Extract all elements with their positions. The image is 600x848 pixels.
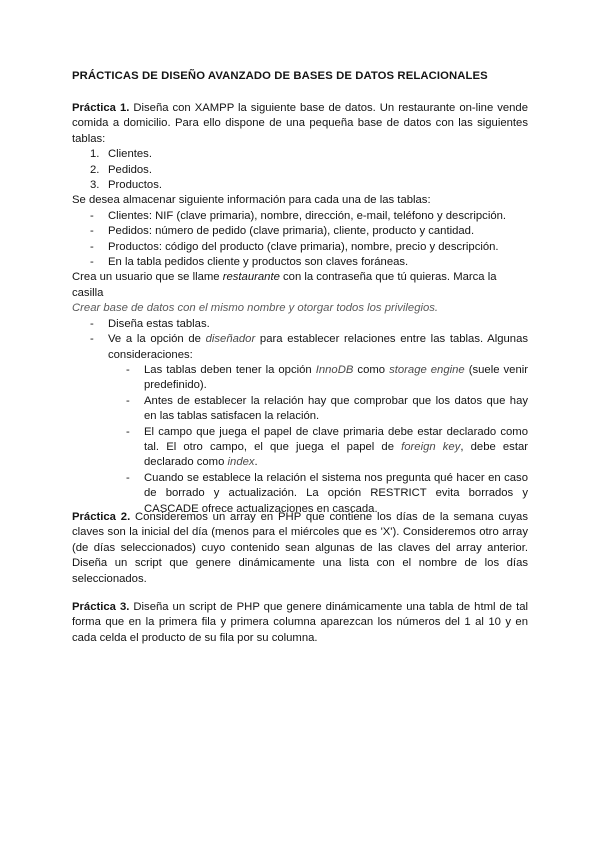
list-item <box>72 240 528 255</box>
list-number: 3. <box>90 179 100 192</box>
list-item <box>72 363 528 394</box>
list-item-text: Ve a la opción de <box>108 333 206 346</box>
list-item-text: (suele venir predefinido). <box>144 363 528 392</box>
info-intro: Se desea almacenar siguiente información para cada una de las tablas: <box>72 194 431 207</box>
foreign-key-term: foreign key <box>401 440 461 453</box>
list-item-text: Pedidos: número de pedido (clave primaria), cliente, producto y cantidad. <box>108 225 475 238</box>
practica-1-intro-text: Diseña con XAMPP la siguiente base de datos. Un restaurante on-line vende comida a domicilio. Para ello dispone de una pequeña base de datos con las siguientes tablas: <box>72 102 528 145</box>
user-text-a: Crea un usuario que se llame <box>72 271 223 284</box>
list-item-text: . <box>254 456 258 469</box>
list-item-text: Productos: código del producto (clave primaria), nombre, precio y descripción. <box>108 240 499 253</box>
document-title: PRÁCTICAS DE DISEÑO AVANZADO DE BASES DE DATOS RELACIONALES <box>72 70 488 82</box>
user-name: restaurante <box>222 271 280 284</box>
list-item <box>72 224 528 239</box>
list-number: 1. <box>90 148 100 161</box>
list-item-text: El campo que juega el papel de clave primaria debe estar declarado como tal. El otro campo, el que juega el papel de <box>144 425 528 453</box>
list-item-text: Pedidos. <box>108 163 152 176</box>
list-item-text: Antes de establecer la relación hay que comprobar que los datos que hay en las tablas satisfacen la relación. <box>144 394 528 423</box>
list-item-text: Clientes: NIF (clave primaria), nombre, dirección, e-mail, teléfono y descripción. <box>108 209 507 222</box>
list-item-text: Productos. <box>108 179 163 192</box>
practica-3-paragraph <box>72 600 528 646</box>
checkbox-label: Crear base de datos con el mismo nombre y otorgar todos los privilegios. <box>72 302 439 315</box>
dash-marker: - <box>126 425 130 438</box>
practica-3-text: Diseña un script de PHP que genere dinámicamente una tabla de html de tal forma que en la primera fila y primera columna aparezcan los números del 1 al 10 y en cada celda el producto de su fila por su columna. <box>72 601 528 644</box>
dash-marker: - <box>90 317 94 330</box>
list-item <box>72 425 528 471</box>
user-text-c: con la contraseña que tú quieras. Marca la casilla <box>72 271 497 299</box>
practica-1-label: Práctica 1. <box>72 102 130 114</box>
list-item <box>72 332 528 363</box>
dash-marker: - <box>90 225 94 238</box>
list-item-text: como <box>353 363 390 376</box>
index-term: index <box>227 456 255 469</box>
list-item-text: Diseña estas tablas. <box>108 317 210 330</box>
practica-1-section <box>72 101 528 517</box>
dash-marker: - <box>90 333 94 346</box>
dash-marker: - <box>90 256 94 269</box>
practica-1-intro <box>72 101 528 147</box>
dash-marker: - <box>126 394 130 407</box>
list-item <box>72 147 528 162</box>
list-item <box>72 394 528 425</box>
list-item-text: En la tabla pedidos cliente y productos son claves foráneas. <box>108 256 409 269</box>
list-item-text: Las tablas deben tener la opción <box>144 363 316 376</box>
considerations-list <box>72 363 528 517</box>
steps-list <box>72 317 528 363</box>
user-instruction <box>72 270 528 301</box>
list-number: 2. <box>90 163 100 176</box>
practica-3-label: Práctica 3. <box>72 601 130 613</box>
storage-engine-term: storage engine <box>389 363 465 376</box>
dash-marker: - <box>90 240 94 253</box>
practica-2-text: Consideremos un array en PHP que contiene los días de la semana cuyas claves son la inicial del día (menos para el miércoles que es 'X'). Consideremos otro array (de días seleccionados) cuyo contenido sean algunas de las claves del array anterior. Diseña un script que genere dinámicamente una lista con el nombre de los días seleccionados. <box>72 511 528 585</box>
info-list <box>72 209 528 271</box>
list-item-text: para establecer relaciones entre las tablas. Algunas consideraciones: <box>108 333 528 361</box>
list-item <box>72 163 528 178</box>
designer-term: diseñador <box>205 333 256 346</box>
list-item <box>72 209 528 224</box>
tables-list <box>72 147 528 193</box>
practica-2-label: Práctica 2. <box>72 511 131 523</box>
list-item <box>72 178 528 193</box>
practica-2-section <box>72 510 528 587</box>
dash-marker: - <box>126 471 130 484</box>
list-item-text: Cuando se establece la relación el sistema nos pregunta qué hacer en caso de borrado y actualización. La opción RESTRICT evita borrados y CASCADE ofrece actualizaciones en cascada. <box>144 471 528 515</box>
dash-marker: - <box>126 363 130 376</box>
list-item <box>72 317 528 332</box>
innodb-term: InnoDB <box>315 363 354 376</box>
practica-3-section <box>72 600 528 646</box>
list-item-text: , debe estar declarado como <box>144 440 529 469</box>
practica-2-paragraph <box>72 510 528 587</box>
list-item <box>72 255 528 270</box>
list-item-text: Clientes. <box>108 148 152 161</box>
dash-marker: - <box>90 209 94 222</box>
